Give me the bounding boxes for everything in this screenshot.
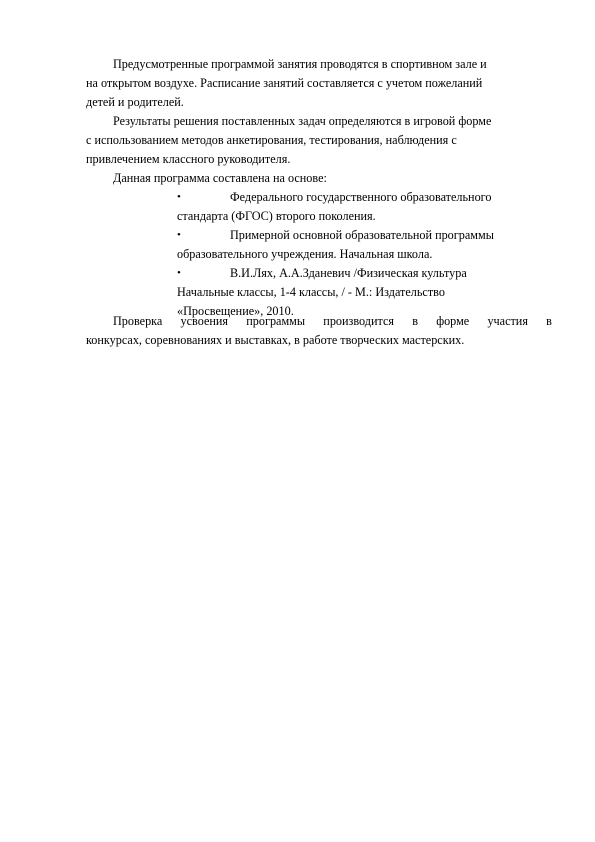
list-item-3-line-3: «Просвещение», 2010. [177,304,294,318]
paragraph-4-word-7: участия [487,314,528,328]
paragraph-1-line-3: детей и родителей. [86,95,184,109]
paragraph-1-line-2: на открытом воздухе. Расписание занятий составляется с учетом пожеланий [86,76,483,90]
paragraph-4-word-8: в [546,314,552,328]
list-item-1-line-1: Федерального государственного образовательного [230,190,492,204]
paragraph-1-line-1: Предусмотренные программой занятия проводятся в спортивном зале и [113,57,487,71]
list-item-1-line-2: стандарта (ФГОС) второго поколения. [177,209,376,223]
paragraph-4-word-2: усвоения [180,314,229,328]
paragraph-4-word-4: производится [323,314,394,328]
paragraph-4-word-5: в [412,314,418,328]
paragraph-4-word-3: программы [246,314,306,328]
paragraph-2-line-3: привлечением классного руководителя. [86,152,291,166]
paragraph-4-line-1 [113,314,552,328]
paragraph-4-line-2: конкурсах, соревнованиях и выставках, в работе творческих мастерских. [86,333,465,347]
paragraph-3-line-1: Данная программа составлена на основе: [113,171,327,185]
list-bullet-2: • [177,229,181,241]
paragraph-2-line-2: с использованием методов анкетирования, тестирования, наблюдения с [86,133,457,147]
list-bullet-1: • [177,191,181,203]
paragraph-4-word-1: Проверка [113,314,163,328]
paragraph-4-word-6: форме [436,314,470,328]
list-item-2-line-1: Примерной основной образовательной программы [230,228,494,242]
list-item-3-line-2: Начальные классы, 1-4 классы, / - М.: Издательство [177,285,445,299]
list-item-2-line-2: образовательного учреждения. Начальная школа. [177,247,433,261]
paragraph-2-line-1: Результаты решения поставленных задач определяются в игровой форме [113,114,492,128]
list-bullet-3: • [177,267,181,279]
list-item-3-line-1: В.И.Лях, А.А.Зданевич /Физическая культура [230,266,467,280]
